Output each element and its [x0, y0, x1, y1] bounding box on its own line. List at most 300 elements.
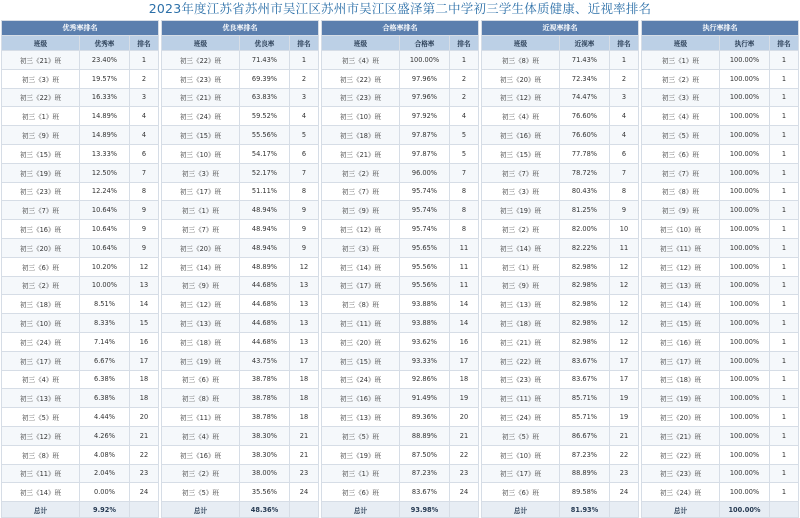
rate-cell: 100.00%: [720, 464, 770, 483]
class-cell: 初三《15》班: [322, 351, 400, 370]
class-cell: 初三《24》班: [322, 370, 400, 389]
table-caption: 执行率排名: [642, 21, 799, 36]
class-cell: 初三《9》班: [642, 201, 720, 220]
class-cell: 初三《14》班: [642, 295, 720, 314]
rate-cell: 100.00%: [720, 314, 770, 333]
class-cell: 初三《11》班: [482, 389, 560, 408]
rate-cell: 74.47%: [560, 88, 610, 107]
rate-cell: 44.68%: [240, 295, 290, 314]
rate-cell: 38.78%: [240, 408, 290, 427]
class-cell: 初三《2》班: [2, 276, 80, 295]
table-row: [322, 314, 479, 333]
table-row: [482, 182, 639, 201]
column-header: 班级: [162, 36, 240, 51]
class-cell: 初三《21》班: [162, 88, 240, 107]
table-row: [642, 370, 799, 389]
total-rate: 93.98%: [400, 502, 450, 518]
rank-cell: 11: [610, 238, 639, 257]
class-cell: 初三《12》班: [2, 426, 80, 445]
total-rate: 81.93%: [560, 502, 610, 518]
rate-cell: 72.34%: [560, 69, 610, 88]
class-cell: 初三《5》班: [2, 408, 80, 427]
rank-cell: 1: [610, 51, 639, 70]
table-row: [482, 332, 639, 351]
rate-cell: 95.74%: [400, 201, 450, 220]
rank-cell: 23: [450, 464, 479, 483]
table-row: [2, 201, 159, 220]
rate-cell: 6.38%: [80, 389, 130, 408]
rate-cell: 54.17%: [240, 144, 290, 163]
rate-cell: 55.56%: [240, 126, 290, 145]
total-rate: 9.92%: [80, 502, 130, 518]
class-cell: 初三《1》班: [642, 51, 720, 70]
myopia-rate-table: [481, 20, 639, 518]
rank-cell: 9: [290, 238, 319, 257]
class-cell: 初三《8》班: [482, 51, 560, 70]
rate-cell: 100.00%: [720, 295, 770, 314]
rate-cell: 95.65%: [400, 238, 450, 257]
rate-cell: 97.96%: [400, 69, 450, 88]
table-row: [2, 88, 159, 107]
class-cell: 初三《17》班: [482, 464, 560, 483]
table-caption: 合格率排名: [322, 21, 479, 36]
rank-cell: 11: [450, 276, 479, 295]
rank-cell: 18: [130, 370, 159, 389]
table-row: [2, 426, 159, 445]
rank-cell: 13: [290, 276, 319, 295]
rank-cell: 1: [770, 295, 799, 314]
rate-cell: 100.00%: [720, 107, 770, 126]
column-header: 排名: [770, 36, 799, 51]
rate-cell: 100.00%: [720, 445, 770, 464]
table-row: [642, 88, 799, 107]
rate-cell: 48.89%: [240, 257, 290, 276]
rank-cell: 23: [290, 464, 319, 483]
class-cell: 初三《23》班: [322, 88, 400, 107]
class-cell: 初三《11》班: [322, 314, 400, 333]
pass-rate-table: [321, 20, 479, 518]
rate-cell: 82.00%: [560, 220, 610, 239]
table-row: [322, 426, 479, 445]
table-row: [642, 107, 799, 126]
rank-cell: 6: [130, 144, 159, 163]
rate-cell: 38.30%: [240, 426, 290, 445]
table-row: [482, 464, 639, 483]
table-row: [642, 389, 799, 408]
rate-cell: 80.43%: [560, 182, 610, 201]
rate-cell: 8.51%: [80, 295, 130, 314]
class-cell: 初三《13》班: [322, 408, 400, 427]
rate-cell: 52.17%: [240, 163, 290, 182]
rank-cell: 24: [130, 483, 159, 502]
class-cell: 初三《21》班: [2, 51, 80, 70]
rate-cell: 12.50%: [80, 163, 130, 182]
rank-cell: 11: [450, 238, 479, 257]
class-cell: 初三《7》班: [322, 182, 400, 201]
rank-cell: 12: [610, 332, 639, 351]
class-cell: 初三《7》班: [642, 163, 720, 182]
class-cell: 初三《17》班: [642, 351, 720, 370]
class-cell: 初三《23》班: [162, 69, 240, 88]
rank-cell: 23: [130, 464, 159, 483]
class-cell: 初三《19》班: [642, 389, 720, 408]
rate-cell: 97.96%: [400, 88, 450, 107]
class-cell: 初三《3》班: [162, 163, 240, 182]
rate-cell: 82.22%: [560, 238, 610, 257]
rate-cell: 4.08%: [80, 445, 130, 464]
rank-cell: 1: [770, 182, 799, 201]
rate-cell: 69.39%: [240, 69, 290, 88]
column-header: 排名: [610, 36, 639, 51]
rate-cell: 14.89%: [80, 126, 130, 145]
rank-cell: 19: [450, 389, 479, 408]
table-row: [162, 370, 319, 389]
class-cell: 初三《3》班: [322, 238, 400, 257]
table-row: [642, 51, 799, 70]
table-row: [642, 426, 799, 445]
table-row: [2, 464, 159, 483]
class-cell: 初三《2》班: [642, 69, 720, 88]
table-row: [322, 370, 479, 389]
rate-cell: 82.98%: [560, 276, 610, 295]
table-row: [162, 126, 319, 145]
rate-cell: 4.26%: [80, 426, 130, 445]
rank-cell: 2: [290, 69, 319, 88]
table-row: [482, 483, 639, 502]
class-cell: 初三《4》班: [2, 370, 80, 389]
table-row: [642, 314, 799, 333]
rank-cell: 14: [450, 314, 479, 333]
rank-cell: 12: [610, 295, 639, 314]
table-row: [322, 88, 479, 107]
total-label: 总计: [2, 502, 80, 518]
page-title: 2023年度江苏省苏州市吴江区苏州市吴江区盛泽第二中学初三学生体质健康、近视率排名: [148, 1, 652, 16]
table-row: [162, 445, 319, 464]
class-cell: 初三《1》班: [2, 107, 80, 126]
table-row: [2, 144, 159, 163]
table-row: [2, 107, 159, 126]
class-cell: 初三《7》班: [2, 201, 80, 220]
rate-cell: 95.74%: [400, 220, 450, 239]
total-label: 总计: [162, 502, 240, 518]
rank-cell: 1: [770, 201, 799, 220]
column-header: 排名: [290, 36, 319, 51]
rate-cell: 2.04%: [80, 464, 130, 483]
class-cell: 初三《16》班: [322, 389, 400, 408]
table-row: [162, 389, 319, 408]
rate-cell: 82.98%: [560, 332, 610, 351]
rank-cell: 1: [770, 126, 799, 145]
table-row: [322, 351, 479, 370]
rank-cell: 12: [610, 276, 639, 295]
rate-cell: 87.50%: [400, 445, 450, 464]
table-row: [2, 389, 159, 408]
table-row: [482, 295, 639, 314]
rank-cell: 21: [610, 426, 639, 445]
rank-cell: 2: [450, 69, 479, 88]
table-row: [482, 370, 639, 389]
class-cell: 初三《11》班: [642, 238, 720, 257]
rate-cell: 44.68%: [240, 314, 290, 333]
table-row: [2, 276, 159, 295]
table-row: [322, 257, 479, 276]
rate-cell: 35.56%: [240, 483, 290, 502]
class-cell: 初三《23》班: [482, 370, 560, 389]
table-row: [642, 332, 799, 351]
rank-cell: 3: [610, 88, 639, 107]
class-cell: 初三《23》班: [2, 182, 80, 201]
rate-cell: 44.68%: [240, 332, 290, 351]
class-cell: 初三《19》班: [2, 163, 80, 182]
table-row: [642, 126, 799, 145]
rate-cell: 38.78%: [240, 389, 290, 408]
rank-cell: 9: [610, 201, 639, 220]
rank-cell: 7: [130, 163, 159, 182]
class-cell: 初三《17》班: [2, 351, 80, 370]
rank-cell: 4: [130, 126, 159, 145]
good-rate-table: [161, 20, 319, 518]
table-row: [162, 220, 319, 239]
rate-cell: 83.67%: [560, 351, 610, 370]
class-cell: 初三《18》班: [642, 370, 720, 389]
class-cell: 初三《14》班: [162, 257, 240, 276]
rank-cell: 17: [290, 351, 319, 370]
table-row: [162, 107, 319, 126]
rank-cell: 18: [290, 389, 319, 408]
table-row: [642, 464, 799, 483]
class-cell: 初三《20》班: [322, 332, 400, 351]
table-row: [642, 163, 799, 182]
class-cell: 初三《14》班: [322, 257, 400, 276]
total-label: 总计: [642, 502, 720, 518]
rate-cell: 38.30%: [240, 445, 290, 464]
table-caption: 优良率排名: [162, 21, 319, 36]
class-cell: 初三《24》班: [2, 332, 80, 351]
table-row: [482, 389, 639, 408]
rate-cell: 100.00%: [720, 51, 770, 70]
table-row: [162, 295, 319, 314]
rank-cell: 8: [610, 182, 639, 201]
rate-cell: 89.36%: [400, 408, 450, 427]
class-cell: 初三《13》班: [2, 389, 80, 408]
rate-cell: 63.83%: [240, 88, 290, 107]
table-row: [2, 220, 159, 239]
table-row: [322, 332, 479, 351]
table-row: [482, 408, 639, 427]
class-cell: 初三《14》班: [482, 238, 560, 257]
table-row: [162, 314, 319, 333]
rank-cell: 9: [290, 220, 319, 239]
rank-cell: 12: [130, 257, 159, 276]
rate-cell: 92.86%: [400, 370, 450, 389]
rank-cell: 1: [770, 426, 799, 445]
table-row: [322, 201, 479, 220]
class-cell: 初三《15》班: [2, 144, 80, 163]
table-row: [482, 426, 639, 445]
rate-cell: 38.00%: [240, 464, 290, 483]
rank-cell: 18: [290, 370, 319, 389]
rank-cell: 4: [610, 107, 639, 126]
rank-cell: 9: [130, 220, 159, 239]
table-row: [322, 389, 479, 408]
rate-cell: 78.72%: [560, 163, 610, 182]
rank-cell: 21: [290, 445, 319, 464]
rank-cell: 18: [450, 370, 479, 389]
table-row: [322, 69, 479, 88]
class-cell: 初三《16》班: [2, 220, 80, 239]
rate-cell: 82.98%: [560, 295, 610, 314]
rate-cell: 16.33%: [80, 88, 130, 107]
rate-cell: 10.64%: [80, 238, 130, 257]
rank-cell: 1: [770, 389, 799, 408]
class-cell: 初三《22》班: [642, 445, 720, 464]
rate-cell: 100.00%: [720, 408, 770, 427]
rank-cell: 17: [130, 351, 159, 370]
table-row: [162, 483, 319, 502]
rank-cell: 12: [610, 257, 639, 276]
rank-cell: 12: [610, 314, 639, 333]
class-cell: 初三《9》班: [482, 276, 560, 295]
rate-cell: 51.11%: [240, 182, 290, 201]
class-cell: 初三《6》班: [642, 144, 720, 163]
rank-cell: 7: [450, 163, 479, 182]
rank-cell: 1: [770, 144, 799, 163]
rank-cell: 1: [770, 257, 799, 276]
table-row: [162, 257, 319, 276]
class-cell: 初三《8》班: [322, 295, 400, 314]
rate-cell: 100.00%: [720, 426, 770, 445]
table-row: [2, 370, 159, 389]
class-cell: 初三《18》班: [162, 332, 240, 351]
column-header: 排名: [130, 36, 159, 51]
table-caption: 近视率排名: [482, 21, 639, 36]
rank-cell: 17: [610, 370, 639, 389]
rank-cell: 2: [130, 69, 159, 88]
rate-cell: 97.87%: [400, 144, 450, 163]
rate-cell: 93.33%: [400, 351, 450, 370]
class-cell: 初三《10》班: [322, 107, 400, 126]
rate-cell: 76.60%: [560, 107, 610, 126]
rank-cell: 21: [130, 426, 159, 445]
rate-cell: 100.00%: [720, 276, 770, 295]
class-cell: 初三《5》班: [642, 126, 720, 145]
rank-cell: 3: [290, 88, 319, 107]
table-row: [482, 107, 639, 126]
class-cell: 初三《24》班: [642, 483, 720, 502]
rank-cell: 17: [450, 351, 479, 370]
rank-cell: 1: [770, 314, 799, 333]
rank-cell: 20: [130, 408, 159, 427]
rate-cell: 23.40%: [80, 51, 130, 70]
column-header: 近视率: [560, 36, 610, 51]
rate-cell: 95.56%: [400, 257, 450, 276]
rank-cell: 4: [450, 107, 479, 126]
table-row: [482, 220, 639, 239]
rank-cell: 12: [290, 257, 319, 276]
class-cell: 初三《13》班: [162, 314, 240, 333]
excellent-rate-table: [1, 20, 159, 518]
rate-cell: 96.00%: [400, 163, 450, 182]
rate-cell: 76.60%: [560, 126, 610, 145]
rank-cell: 16: [450, 332, 479, 351]
table-row: [2, 51, 159, 70]
class-cell: 初三《15》班: [162, 126, 240, 145]
table-row: [642, 257, 799, 276]
rate-cell: 71.43%: [240, 51, 290, 70]
table-row: [642, 144, 799, 163]
class-cell: 初三《13》班: [642, 276, 720, 295]
class-cell: 初三《4》班: [322, 51, 400, 70]
rank-cell: 19: [610, 408, 639, 427]
class-cell: 初三《23》班: [642, 464, 720, 483]
rank-cell: 10: [610, 220, 639, 239]
rank-cell: 14: [450, 295, 479, 314]
class-cell: 初三《22》班: [482, 351, 560, 370]
rate-cell: 82.98%: [560, 314, 610, 333]
rank-cell: 1: [770, 464, 799, 483]
class-cell: 初三《18》班: [482, 314, 560, 333]
rank-cell: 1: [770, 107, 799, 126]
table-row: [322, 182, 479, 201]
rank-cell: 9: [130, 238, 159, 257]
table-row: [162, 351, 319, 370]
class-cell: 初三《1》班: [322, 464, 400, 483]
rate-cell: 6.67%: [80, 351, 130, 370]
class-cell: 初三《2》班: [162, 464, 240, 483]
table-row: [642, 295, 799, 314]
rank-cell: 24: [450, 483, 479, 502]
rate-cell: 4.44%: [80, 408, 130, 427]
table-row: [322, 107, 479, 126]
rank-cell: 6: [610, 144, 639, 163]
table-row: [482, 163, 639, 182]
class-cell: 初三《7》班: [482, 163, 560, 182]
class-cell: 初三《14》班: [2, 483, 80, 502]
rank-cell: 1: [770, 483, 799, 502]
class-cell: 初三《12》班: [642, 257, 720, 276]
table-row: [2, 332, 159, 351]
rank-cell: 1: [290, 51, 319, 70]
rank-cell: 1: [770, 445, 799, 464]
rate-cell: 100.00%: [720, 370, 770, 389]
table-row: [2, 351, 159, 370]
rate-cell: 87.23%: [560, 445, 610, 464]
rank-cell: 1: [770, 276, 799, 295]
rate-cell: 59.52%: [240, 107, 290, 126]
rank-cell: 22: [130, 445, 159, 464]
class-cell: 初三《6》班: [322, 483, 400, 502]
table-row: [642, 483, 799, 502]
class-cell: 初三《3》班: [642, 88, 720, 107]
table-row: [162, 88, 319, 107]
table-row: [2, 408, 159, 427]
rank-cell: 22: [450, 445, 479, 464]
rate-cell: 13.33%: [80, 144, 130, 163]
table-row: [162, 238, 319, 257]
class-cell: 初三《8》班: [2, 445, 80, 464]
table-row: [642, 201, 799, 220]
table-row: [2, 295, 159, 314]
execution-rate-table: [641, 20, 799, 518]
rate-cell: 100.00%: [720, 238, 770, 257]
rank-cell: 1: [770, 351, 799, 370]
class-cell: 初三《12》班: [162, 295, 240, 314]
rate-cell: 44.68%: [240, 276, 290, 295]
class-cell: 初三《2》班: [322, 163, 400, 182]
class-cell: 初三《11》班: [2, 464, 80, 483]
class-cell: 初三《24》班: [162, 107, 240, 126]
table-row: [2, 445, 159, 464]
